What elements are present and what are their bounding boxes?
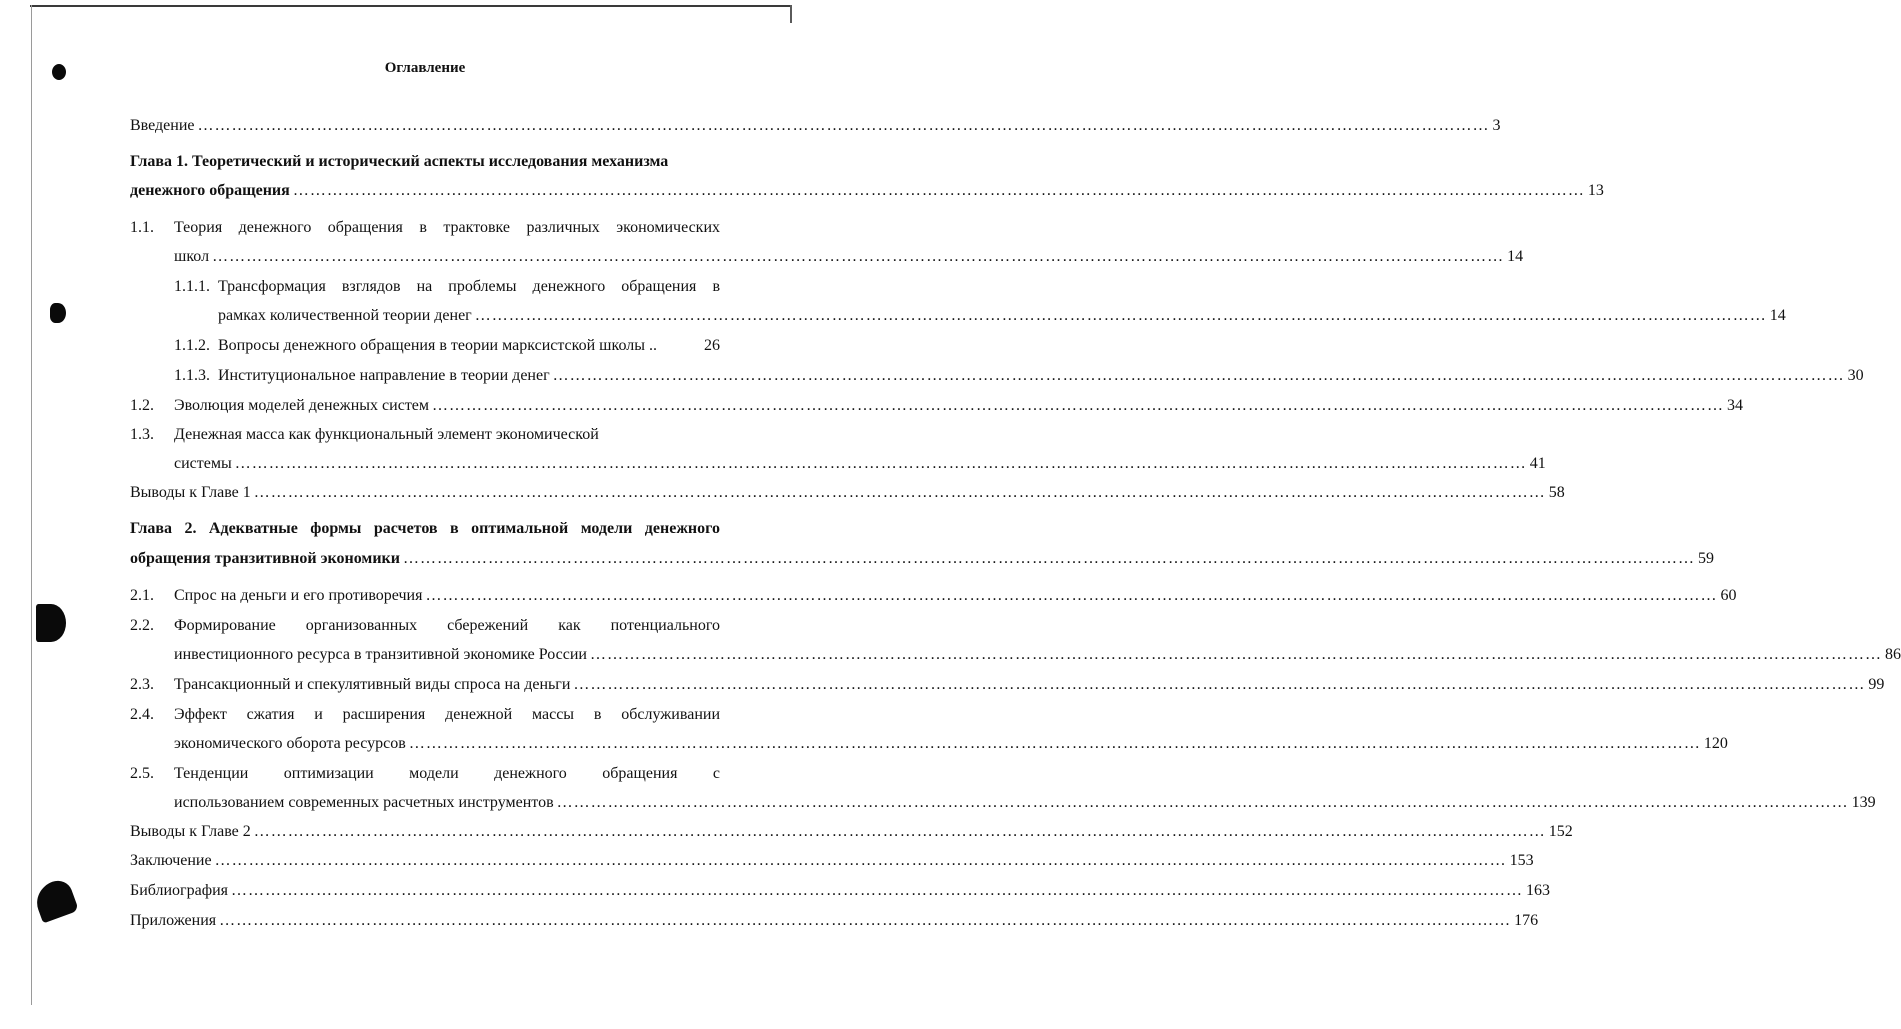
page-number: 139 (1851, 794, 1876, 811)
section-number: 2.4. (130, 706, 154, 723)
section-number: 2.1. (130, 587, 154, 604)
leader-dots: ………………………………………………………………………………………………………………………………………………………………………………………………………… (212, 248, 1505, 265)
section-number: 1.1.3. (174, 367, 210, 384)
toc-entry-2-3[interactable]: Трансакционный и спекулятивный виды спроса на деньги ………………………………………………………………………………………………………………………………………………………………………………………………………… 99 (174, 676, 1885, 693)
toc-entry-conclusion[interactable]: Заключение ………………………………………………………………………………………………………………………………………………………………………………………………………… 153 (130, 852, 1534, 869)
page-number: 60 (1720, 587, 1737, 604)
leader-dots: ………………………………………………………………………………………………………………………………………………………………………………………………………… (253, 484, 1546, 501)
toc-entry-chapter-2[interactable]: Глава 2. Адекватные формы расчетов в оптимальной модели денежного (130, 520, 720, 537)
leader-dots: ………………………………………………………………………………………………………………………………………………………………………………………………………… (219, 912, 1512, 929)
toc-entry-chapter-1-cont[interactable]: денежного обращения ………………………………………………………………………………………………………………………………………………………………………………………………………… 13 (130, 182, 1604, 199)
punch-hole-mark (50, 303, 66, 323)
page-number: 152 (1548, 823, 1573, 840)
toc-entry-2-2-cont[interactable]: инвестиционного ресурса в транзитивной экономике России ………………………………………………………………………………………………………………………………………………………………………………………………………… 86 (174, 646, 1901, 663)
toc-entry-1-1-3[interactable]: Институциональное направление в теории денег ………………………………………………………………………………………………………………………………………………………………………………………………………… 30 (218, 367, 1864, 384)
page-number: 13 (1587, 182, 1604, 199)
toc-entry-2-4-cont[interactable]: экономического оборота ресурсов ………………………………………………………………………………………………………………………………………………………………………………………………………… 120 (174, 735, 1728, 752)
page-number: 163 (1526, 882, 1550, 899)
punch-hole-mark (36, 604, 66, 642)
leader-dots: ………………………………………………………………………………………………………………………………………………………………………………………………………… (425, 587, 1718, 604)
section-number: 1.1.2. (174, 337, 210, 354)
page-number: 3 (1492, 117, 1501, 134)
leader-dots: ………………………………………………………………………………………………………………………………………………………………………………………………………… (292, 182, 1585, 199)
toc-entry-1-1-1-cont[interactable]: рамках количественной теории денег ………………………………………………………………………………………………………………………………………………………………………………………………………… 14 (218, 307, 1786, 324)
leader-dots: ………………………………………………………………………………………………………………………………………………………………………………………………………… (402, 550, 1695, 567)
section-number: 1.1.1. (174, 278, 210, 295)
toc-entry-appendix[interactable]: Приложения ………………………………………………………………………………………………………………………………………………………………………………………………………… 176 (130, 912, 1539, 929)
page-number: 41 (1529, 455, 1546, 472)
toc-entry-2-4[interactable]: Эффект сжатия и расширения денежной массы в обслуживании (174, 706, 720, 723)
page-number: 58 (1548, 484, 1565, 501)
toc-entry-intro[interactable]: Введение ………………………………………………………………………………………………………………………………………………………………………………………………………… 3 (130, 117, 1501, 134)
leader-dots: ………………………………………………………………………………………………………………………………………………………………………………………………………… (234, 455, 1527, 472)
toc-entry-2-5-cont[interactable]: использованием современных расчетных инструментов ………………………………………………………………………………………………………………………………………………………………………………………………………… 139 (174, 794, 1876, 811)
section-number: 1.3. (130, 426, 154, 443)
leader-dots: ………………………………………………………………………………………………………………………………………………………………………………………………………… (432, 397, 1725, 414)
toc-entry-2-1[interactable]: Спрос на деньги и его противоречия ………………………………………………………………………………………………………………………………………………………………………………………………………… 60 (174, 587, 1737, 604)
toc-entry-1-3-cont[interactable]: системы ………………………………………………………………………………………………………………………………………………………………………………………………………… 41 (174, 455, 1546, 472)
section-number: 2.3. (130, 676, 154, 693)
leader-dots: ………………………………………………………………………………………………………………………………………………………………………………………………………… (231, 882, 1523, 899)
scan-border-left (31, 5, 32, 1005)
page-number: 34 (1727, 397, 1744, 414)
toc-entry-1-1[interactable]: Теория денежного обращения в трактовке различных экономических (174, 219, 720, 236)
leader-dots: ………………………………………………………………………………………………………………………………………………………………………………………………………… (253, 823, 1546, 840)
scan-border-right (790, 5, 792, 23)
leader-dots: ………………………………………………………………………………………………………………………………………………………………………………………………………… (474, 307, 1767, 324)
page-number: 26 (704, 337, 720, 354)
punch-hole-mark (31, 877, 79, 924)
leader-dots: ………………………………………………………………………………………………………………………………………………………………………………………………………… (197, 117, 1490, 134)
toc-entry-2-2[interactable]: Формирование организованных сбережений как потенциального (174, 617, 720, 634)
page-number: 59 (1697, 550, 1714, 567)
leader-dots: ………………………………………………………………………………………………………………………………………………………………………………………………………… (408, 735, 1701, 752)
leader-dots: ………………………………………………………………………………………………………………………………………………………………………………………………………… (589, 646, 1882, 663)
page-number: 14 (1769, 307, 1786, 324)
toc-entry-2-5[interactable]: Тенденции оптимизации модели денежного обращения с (174, 765, 720, 782)
section-number: 2.5. (130, 765, 154, 782)
page-number: 153 (1509, 852, 1534, 869)
toc-entry-1-1-1[interactable]: Трансформация взглядов на проблемы денежного обращения в (218, 278, 720, 295)
toc-entry-conclusions-2[interactable]: Выводы к Главе 2 ………………………………………………………………………………………………………………………………………………………………………………………………………… 152 (130, 823, 1573, 840)
leader-dots: ………………………………………………………………………………………………………………………………………………………………………………………………………… (573, 676, 1866, 693)
section-number: 2.2. (130, 617, 154, 634)
toc-entry-chapter-2-cont[interactable]: обращения транзитивной экономики ………………………………………………………………………………………………………………………………………………………………………………………………………… 59 (130, 550, 1714, 567)
page-number: 120 (1703, 735, 1728, 752)
toc-entry-conclusions-1[interactable]: Выводы к Главе 1 ………………………………………………………………………………………………………………………………………………………………………………………………………… 58 (130, 484, 1565, 501)
page-number: 99 (1868, 676, 1885, 693)
toc-entry-1-1-cont[interactable]: школ ………………………………………………………………………………………………………………………………………………………………………………………………………… 14 (174, 248, 1524, 265)
section-number: 1.1. (130, 219, 154, 236)
leader-dots: ………………………………………………………………………………………………………………………………………………………………………………………………………… (556, 794, 1849, 811)
punch-hole-mark (52, 64, 66, 80)
leader-dots: ………………………………………………………………………………………………………………………………………………………………………………………………………… (214, 852, 1507, 869)
toc-entry-bibliography[interactable]: Библиография ………………………………………………………………………………………………………………………………………………………………………………………………………… 163 (130, 882, 1550, 899)
toc-entry-1-2[interactable]: Эволюция моделей денежных систем ………………………………………………………………………………………………………………………………………………………………………………………………………… 34 (174, 397, 1744, 414)
page-number: 86 (1884, 646, 1901, 663)
page-number: 30 (1847, 367, 1864, 384)
page-number: 14 (1507, 248, 1524, 265)
toc-entry-chapter-1[interactable]: Глава 1. Теоретический и исторический аспекты исследования механизма (130, 153, 669, 170)
toc-entry-1-1-2[interactable]: Вопросы денежного обращения в теории марксистской школы .. 26 (218, 337, 720, 354)
page-title: Оглавление (384, 60, 466, 76)
toc-entry-1-3[interactable]: Денежная масса как функциональный элемент экономической (174, 426, 599, 443)
scan-border-top (30, 5, 792, 7)
page-number: 176 (1514, 912, 1539, 929)
section-number: 1.2. (130, 397, 154, 414)
leader-dots: ………………………………………………………………………………………………………………………………………………………………………………………………………… (552, 367, 1845, 384)
